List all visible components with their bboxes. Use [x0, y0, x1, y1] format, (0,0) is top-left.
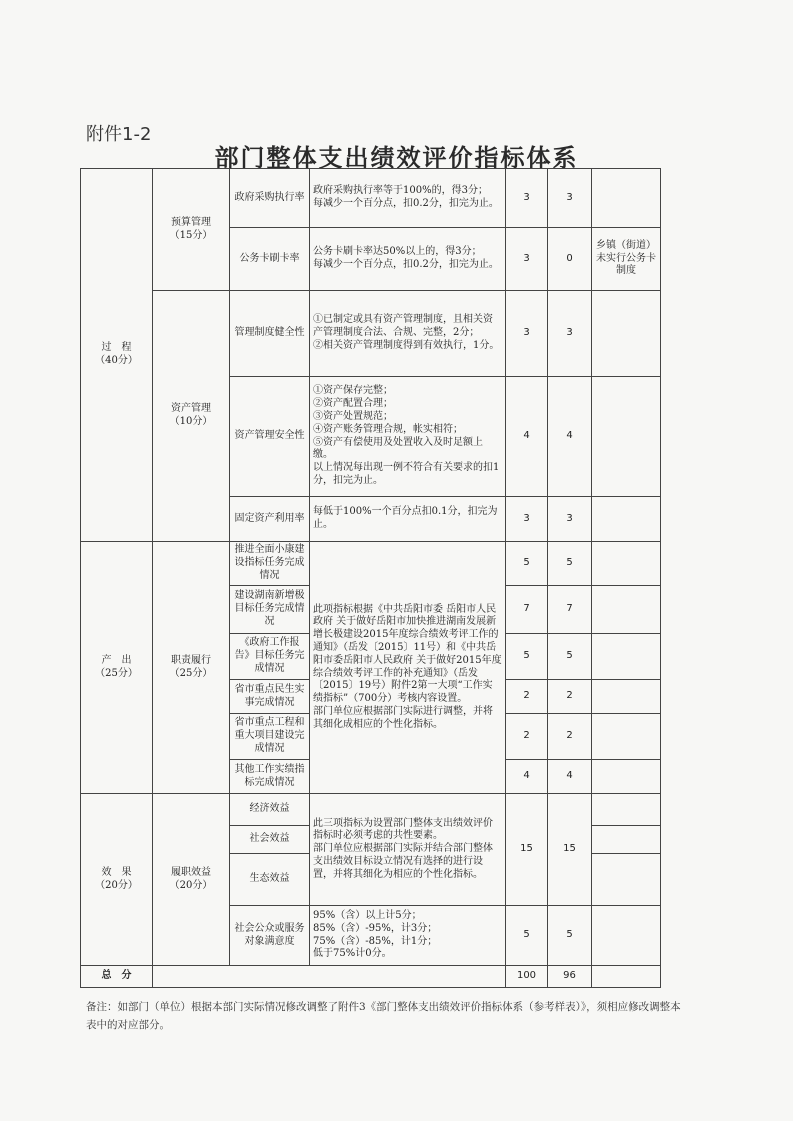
remark [592, 542, 661, 586]
table-row [81, 291, 661, 377]
full-score: 3 [506, 228, 548, 291]
total-actual-score: 96 [548, 966, 592, 988]
indicator-standard: ①已制定或具有资产管理制度，且相关资产管理制度合法、合规、完整，2分； ②相关资产管理制度得到有效执行，1分。 [310, 291, 506, 377]
full-score: 4 [506, 377, 548, 497]
total-row [81, 966, 661, 988]
indicator-standard: 政府采购执行率等于100%的，得3分； 每减少一个百分点，扣0.2分，扣完为止。 [310, 169, 506, 228]
remark [592, 377, 661, 497]
indicator-name: 省市重点民生实事完成情况 [230, 680, 310, 714]
indicator-standard: 公务卡刷卡率达50%以上的，得3分； 每减少一个百分点，扣0.2分，扣完为止。 [310, 228, 506, 291]
full-score: 3 [506, 291, 548, 377]
total-label: 总 分 [81, 966, 153, 988]
benefit-standard: 此三项指标为设置部门整体支出绩效评价指标时必须考虑的共性要素。 部门单位应根据部门实际并结合部门整体支出绩效目标设立情况有选择的进行设置，并将其细化为相应的个性化指标。 [310, 794, 506, 906]
remark [592, 680, 661, 714]
indicator-name: 社会公众或服务对象满意度 [230, 906, 310, 966]
remark [592, 760, 661, 794]
indicator-standard: 95%（含）以上计5分； 85%（含）-95%，计3分； 75%（含）-85%，计1分； 低于75%计0分。 [310, 906, 506, 966]
full-score: 5 [506, 542, 548, 586]
indicator-name: 管理制度健全性 [230, 291, 310, 377]
indicator-name: 推进全面小康建设指标任务完成情况 [230, 542, 310, 586]
remark [592, 906, 661, 966]
duty-standard: 此项指标根据《中共岳阳市委 岳阳市人民政府 关于做好岳阳市加快推进湖南发展新增长极建设2015年度综合绩效考评工作的通知》（岳发〔2015〕11号）和《中共岳阳市委岳阳市人民政府 关于做好2015年度综合绩效考评工作的补充通知》（岳发〔2015〕19号）附件2第一大项“工作实绩指标”（700分）考核内容设置。 部门单位应根据部门实际进行调整，并将其细化成相应的个性化指标。 [310, 542, 506, 794]
level2-asset: 资产管理 （10分） [153, 291, 230, 542]
actual-score: 3 [548, 291, 592, 377]
indicator-name: 建设湖南新增极目标任务完成情况 [230, 586, 310, 634]
level1-output: 产 出 （25分） [81, 542, 153, 794]
actual-score: 5 [548, 906, 592, 966]
actual-score: 2 [548, 680, 592, 714]
page-title: 部门整体支出绩效评价指标体系 [214, 144, 579, 172]
indicator-standard: 每低于100%一个百分点扣0.1分，扣完为止。 [310, 497, 506, 542]
full-score: 3 [506, 497, 548, 542]
indicator-name: 《政府工作报告》目标任务完成情况 [230, 634, 310, 680]
full-score: 2 [506, 680, 548, 714]
full-score: 7 [506, 586, 548, 634]
remark [592, 291, 661, 377]
indicator-name: 资产管理安全性 [230, 377, 310, 497]
actual-score: 4 [548, 377, 592, 497]
remark [592, 586, 661, 634]
attachment-label: 附件1-2 [86, 124, 152, 145]
full-score: 2 [506, 714, 548, 760]
actual-score: 5 [548, 634, 592, 680]
level2-perform: 履职效益 （20分） [153, 794, 230, 966]
full-score: 4 [506, 760, 548, 794]
actual-score: 0 [548, 228, 592, 291]
full-score: 5 [506, 634, 548, 680]
level1-process: 过 程 （40分） [81, 169, 153, 542]
indicator-name: 其他工作实绩指标完成情况 [230, 760, 310, 794]
actual-score: 3 [548, 169, 592, 228]
actual-score: 5 [548, 542, 592, 586]
indicator-name: 政府采购执行率 [230, 169, 310, 228]
total-full-score: 100 [506, 966, 548, 988]
actual-score: 2 [548, 714, 592, 760]
indicator-name: 经济效益 [230, 794, 310, 826]
remark: 乡镇（街道）未实行公务卡制度 [592, 228, 661, 291]
indicator-standard: ①资产保存完整； ②资产配置合理； ③资产处置规范； ④资产账务管理合规，帐实相符； ⑤资产有偿使用及处置收入及时足额上缴。 以上情况每出现一例不符合有关要求的扣1分，扣完为止。 [310, 377, 506, 497]
remark [592, 169, 661, 228]
actual-score: 4 [548, 760, 592, 794]
table-row [81, 169, 661, 228]
indicator-name: 固定资产利用率 [230, 497, 310, 542]
full-score: 3 [506, 169, 548, 228]
indicator-name: 公务卡刷卡率 [230, 228, 310, 291]
footnote: 备注：如部门（单位）根据本部门实际情况修改调整了附件3《部门整体支出绩效评价指标体系（参考样表）》，须相应修改调整本表中的对应部分。 [86, 1001, 681, 1032]
indicator-table [80, 168, 661, 988]
actual-score: 15 [548, 794, 592, 906]
remark [592, 634, 661, 680]
actual-score: 7 [548, 586, 592, 634]
level1-effect: 效 果 （20分） [81, 794, 153, 966]
table-row [81, 542, 661, 586]
indicator-name: 社会效益 [230, 826, 310, 854]
indicator-name: 省市重点工程和重大项目建设完成情况 [230, 714, 310, 760]
remark [592, 714, 661, 760]
full-score: 5 [506, 906, 548, 966]
level2-duty: 职责履行 （25分） [153, 542, 230, 794]
level2-budget: 预算管理 （15分） [153, 169, 230, 291]
actual-score: 3 [548, 497, 592, 542]
remark [592, 497, 661, 542]
table-row [81, 794, 661, 826]
indicator-name: 生态效益 [230, 854, 310, 906]
full-score: 15 [506, 794, 548, 906]
